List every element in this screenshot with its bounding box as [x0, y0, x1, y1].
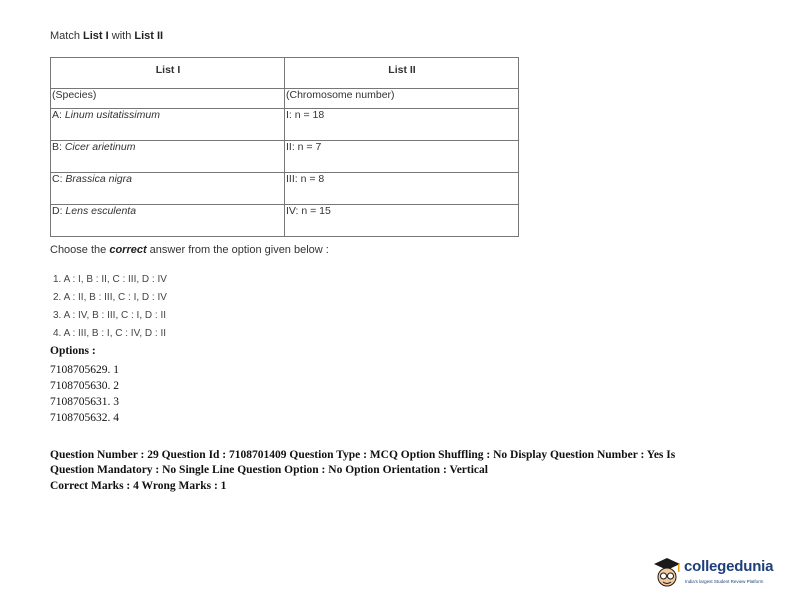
species-name: Linum usitatissimum	[64, 109, 160, 121]
answer-option: 3. A : IV, B : III, C : I, D : II	[53, 310, 167, 321]
option-id: 7108705632. 4	[50, 412, 119, 424]
table-cell-number: III: n = 8	[285, 173, 519, 205]
header-list1: List I	[51, 58, 285, 89]
species-name: Lens esculenta	[65, 205, 137, 217]
match-table	[50, 57, 519, 237]
options-block	[50, 345, 119, 426]
meta-line-marks: Correct Marks : 4 Wrong Marks : 1	[50, 480, 227, 492]
option-id: 7108705629. 1	[50, 364, 119, 376]
table-cell-species	[51, 205, 285, 237]
header-list2: List II	[285, 58, 519, 89]
brand-name: collegedunia	[684, 558, 774, 575]
table-row	[51, 205, 519, 237]
choose-prefix: Choose the	[50, 244, 110, 256]
options-heading: Options :	[50, 345, 96, 357]
row-label: D:	[52, 205, 66, 217]
species-name: Brassica nigra	[65, 173, 132, 185]
intro-middle: with	[108, 30, 135, 42]
intro-list2: List II	[134, 30, 164, 42]
brand-tagline: India's largest Student Review Platform	[685, 579, 764, 584]
table-cell-number: II: n = 7	[285, 141, 519, 173]
collegedunia-logo	[651, 555, 781, 595]
subheader-chromosome: (Chromosome number)	[285, 89, 519, 109]
option-id: 7108705630. 2	[50, 380, 119, 392]
table-cell-number: I: n = 18	[285, 109, 519, 141]
question-intro	[50, 30, 163, 42]
table-subheader-row	[51, 89, 519, 109]
meta-line-details: Question Number : 29 Question Id : 7108701409 Question Type : MCQ Option Shuffling : No Display Question Number : Yes Is Question Mandatory : No Single Line Question Option : No Option Orientation : Vertical	[50, 449, 676, 476]
choose-emphasis: correct	[109, 244, 147, 256]
answer-option: 1. A : I, B : II, C : III, D : IV	[53, 274, 167, 285]
answer-option: 4. A : III, B : I, C : IV, D : II	[53, 328, 167, 339]
row-label: A:	[52, 109, 65, 121]
table-cell-species	[51, 109, 285, 141]
intro-list1: List I	[83, 30, 109, 42]
choose-suffix: answer from the option given below :	[146, 244, 329, 256]
table-row	[51, 109, 519, 141]
row-label: C:	[52, 173, 66, 185]
table-header-row	[51, 58, 519, 89]
subheader-species: (Species)	[51, 89, 285, 109]
question-meta	[50, 448, 720, 495]
graduate-mascot-icon	[651, 555, 683, 593]
intro-prefix: Match	[50, 30, 84, 42]
answer-option: 2. A : II, B : III, C : I, D : IV	[53, 292, 167, 303]
choose-instruction	[50, 244, 329, 256]
option-id: 7108705631. 3	[50, 396, 119, 408]
table-cell-species	[51, 141, 285, 173]
table-row	[51, 141, 519, 173]
table-row	[51, 173, 519, 205]
table-cell-number: IV: n = 15	[285, 205, 519, 237]
species-name: Cicer arietinum	[64, 141, 136, 153]
answer-option-list	[53, 271, 167, 343]
row-label: B:	[52, 141, 65, 153]
table-cell-species	[51, 173, 285, 205]
